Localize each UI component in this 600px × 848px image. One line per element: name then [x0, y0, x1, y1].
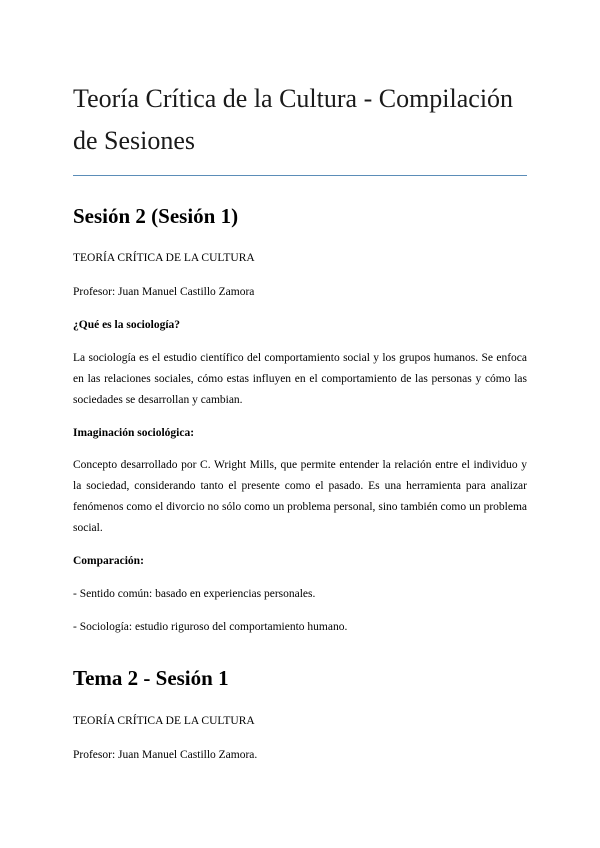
document-title: Teoría Crítica de la Cultura - Compilación de Sesiones — [73, 84, 514, 155]
subheading-imaginacion-sociologica: Imaginación sociológica: — [73, 427, 195, 439]
course-name: TEORÍA CRÍTICA DE LA CULTURA — [73, 252, 255, 264]
course-name: TEORÍA CRÍTICA DE LA CULTURA — [73, 715, 255, 727]
comparison-item: - Sociología: estudio riguroso del comportamiento humano. — [73, 621, 348, 633]
section-heading-tema-2: Tema 2 - Sesión 1 — [73, 666, 229, 690]
paragraph-sociologia: La sociología es el estudio científico del comportamiento social y los grupos humanos. Se enfoca en las relaciones sociales, cómo estas influyen en el comportamiento de las personas y cómo las sociedades se desarrollan y cambian. — [73, 352, 527, 406]
subheading-que-es-sociologia: ¿Qué es la sociología? — [73, 319, 181, 331]
comparison-item: - Sentido común: basado en experiencias personales. — [73, 588, 316, 600]
professor-name: Profesor: Juan Manuel Castillo Zamora. — [73, 749, 258, 761]
section-heading-sesion-2: Sesión 2 (Sesión 1) — [73, 204, 239, 228]
title-divider — [73, 175, 527, 176]
subheading-comparacion: Comparación: — [73, 555, 144, 567]
paragraph-imaginacion: Concepto desarrollado por C. Wright Mills, que permite entender la relación entre el individuo y la sociedad, considerando tanto el presente como el pasado. Es una herramienta para analizar fenómenos como el divorcio no sólo como un problema personal, sino también como un problema social. — [73, 459, 527, 534]
professor-name: Profesor: Juan Manuel Castillo Zamora — [73, 286, 255, 298]
